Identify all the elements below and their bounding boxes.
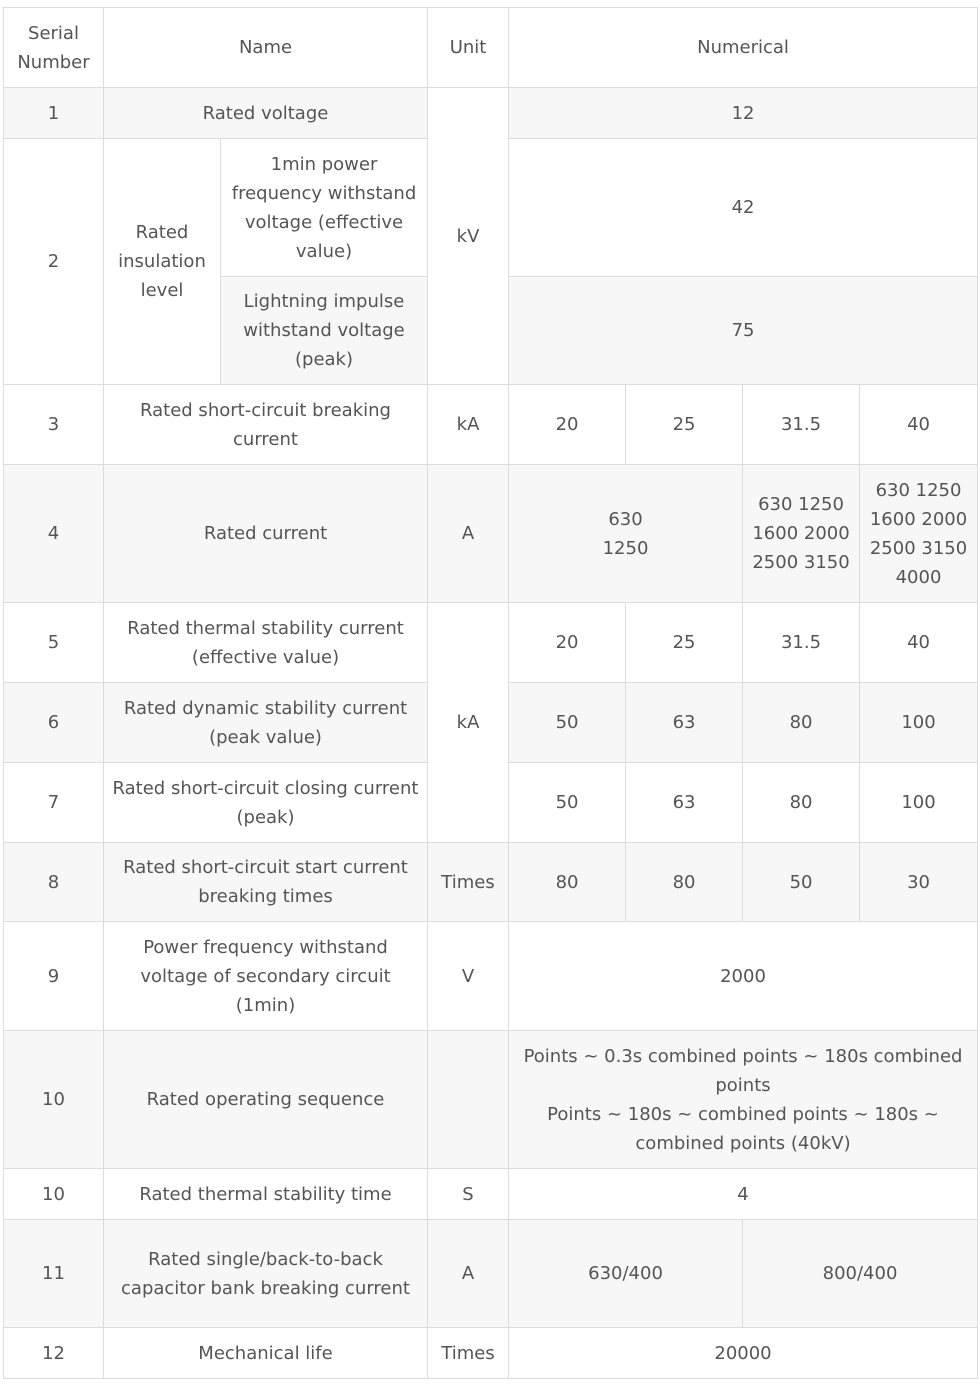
table-row	[4, 1220, 978, 1328]
value-cell: 630/400	[509, 1220, 743, 1328]
subname-cell: 1min power frequency withstand voltage (effective value)	[221, 139, 428, 277]
value-cell: 20	[509, 603, 626, 683]
value-cell: 42	[509, 139, 978, 277]
table-row	[4, 1169, 978, 1220]
value-cell: 630 1250 1600 2000 2500 3150	[743, 465, 860, 603]
value-cell: 75	[509, 277, 978, 385]
name-cell: Rated current	[104, 465, 428, 603]
value-cell: 20000	[509, 1328, 978, 1379]
name-cell: Rated dynamic stability current (peak value)	[104, 683, 428, 763]
serial-cell: 10	[4, 1169, 104, 1220]
serial-cell: 11	[4, 1220, 104, 1328]
header-numerical: Numerical	[509, 8, 978, 88]
value-cell: 80	[626, 843, 743, 922]
table-row	[4, 385, 978, 465]
serial-cell: 1	[4, 88, 104, 139]
value-cell: 630 1250	[509, 465, 743, 603]
table-row	[4, 1031, 978, 1169]
unit-cell	[428, 1031, 509, 1169]
header-row	[4, 8, 978, 88]
name-cell: Rated thermal stability current (effective value)	[104, 603, 428, 683]
name-cell: Power frequency withstand voltage of secondary circuit (1min)	[104, 922, 428, 1031]
value-cell: 20	[509, 385, 626, 465]
name-cell: Rated insulation level	[104, 139, 221, 385]
value-cell: 630 1250 1600 2000 2500 3150 4000	[860, 465, 978, 603]
value-cell: 25	[626, 385, 743, 465]
serial-cell: 3	[4, 385, 104, 465]
serial-cell: 7	[4, 763, 104, 843]
table-row	[4, 88, 978, 139]
serial-cell: 6	[4, 683, 104, 763]
value-cell: 63	[626, 763, 743, 843]
value-cell: 80	[509, 843, 626, 922]
serial-cell: 8	[4, 843, 104, 922]
name-cell: Rated short-circuit breaking current	[104, 385, 428, 465]
value-cell: 40	[860, 603, 978, 683]
header-serial: Serial Number	[4, 8, 104, 88]
table-row	[4, 1328, 978, 1379]
value-cell: Points ~ 0.3s combined points ~ 180s combined points Points ~ 180s ~ combined points ~ 180s ~ combined points (40kV)	[509, 1031, 978, 1169]
value-cell: 80	[743, 763, 860, 843]
name-cell: Rated operating sequence	[104, 1031, 428, 1169]
name-cell: Rated short-circuit start current breaking times	[104, 843, 428, 922]
value-cell: 50	[509, 683, 626, 763]
value-cell: 100	[860, 763, 978, 843]
name-cell: Rated thermal stability time	[104, 1169, 428, 1220]
serial-cell: 5	[4, 603, 104, 683]
value-cell: 25	[626, 603, 743, 683]
value-cell: 80	[743, 683, 860, 763]
header-name: Name	[104, 8, 428, 88]
name-cell: Mechanical life	[104, 1328, 428, 1379]
value-cell: 31.5	[743, 603, 860, 683]
serial-cell: 9	[4, 922, 104, 1031]
value-cell: 63	[626, 683, 743, 763]
value-cell: 12	[509, 88, 978, 139]
table-row	[4, 465, 978, 603]
header-unit: Unit	[428, 8, 509, 88]
table-row	[4, 843, 978, 922]
serial-cell: 4	[4, 465, 104, 603]
unit-cell: V	[428, 922, 509, 1031]
spec-table	[3, 7, 978, 1379]
unit-cell: S	[428, 1169, 509, 1220]
name-cell: Rated voltage	[104, 88, 428, 139]
serial-cell: 12	[4, 1328, 104, 1379]
serial-cell: 2	[4, 139, 104, 385]
unit-cell: A	[428, 1220, 509, 1328]
subname-cell: Lightning impulse withstand voltage (peak)	[221, 277, 428, 385]
unit-cell: kA	[428, 385, 509, 465]
value-cell: 4	[509, 1169, 978, 1220]
value-cell: 50	[743, 843, 860, 922]
unit-cell: Times	[428, 1328, 509, 1379]
value-cell: 100	[860, 683, 978, 763]
table-row	[4, 603, 978, 683]
unit-cell: A	[428, 465, 509, 603]
name-cell: Rated short-circuit closing current (peak)	[104, 763, 428, 843]
value-cell: 40	[860, 385, 978, 465]
serial-cell: 10	[4, 1031, 104, 1169]
unit-cell: kA	[428, 603, 509, 843]
value-cell: 800/400	[743, 1220, 978, 1328]
unit-cell: kV	[428, 88, 509, 385]
value-cell: 2000	[509, 922, 978, 1031]
value-cell: 50	[509, 763, 626, 843]
table-row	[4, 922, 978, 1031]
value-cell: 31.5	[743, 385, 860, 465]
value-cell: 30	[860, 843, 978, 922]
name-cell: Rated single/back-to-back capacitor bank breaking current	[104, 1220, 428, 1328]
unit-cell: Times	[428, 843, 509, 922]
